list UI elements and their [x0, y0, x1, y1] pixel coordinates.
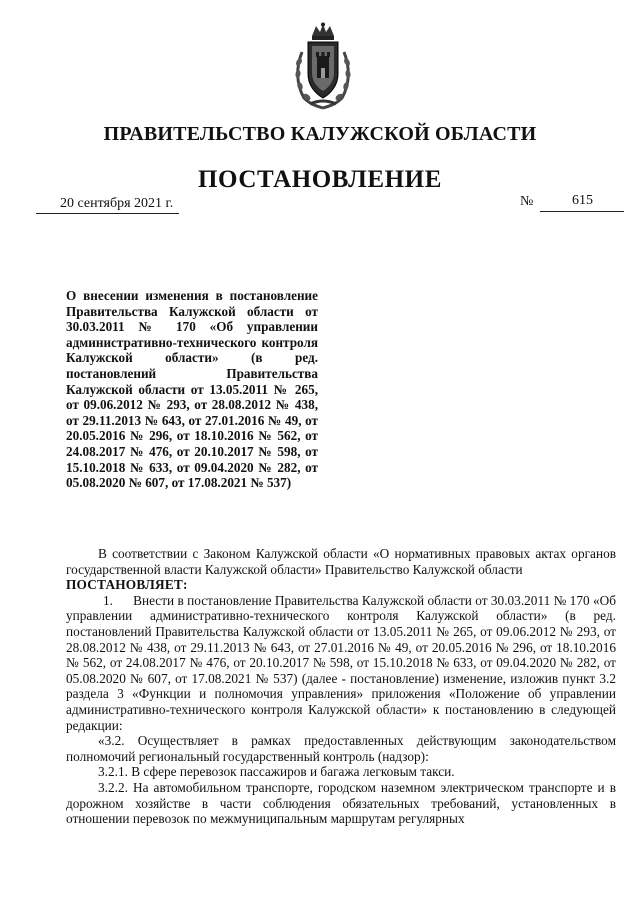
item-1-text: Внести в постановление Правительства Калужской области от 30.03.2011 № 170 «Об управлении административно-технического контроля Калужской области» (в ред. постановлений Правительства Калужской области от 13.05.2011 № 265, от 09.06.2012 № 293, от 28.08.2012 № 438, от 29.11.2013 № 643, от 27.01.2016 № 49, от 20.05.2016 № 296, от 18.10.2016 № 562, от 24.08.2017 № 476, от 20.10.2017 № 598, от 15.10.2018 № 633, от 09.04.2020 № 282, от 05.08.2020 № 607, от 17.08.2021 № 537) (далее - постановление) изменение, изложив пункт 3.2 раздела 3 «Функции и полномочия управления» приложения «Положение об управлении административно-технического контроля Калужской области» к постановлению в следующей редакции: — [66, 592, 616, 733]
document-subject: О внесении изменения в постановление Правительства Калужской области от 30.03.2011 № 170 «Об управлении административно-технического контроля Калужской области» (в ред. постановлений Правительства Калужской области от 13.05.2011 № 265, от 09.06.2012 № 293, от 28.08.2012 № 438, от 29.11.2013 № 643, от 27.01.2016 № 49, от 20.05.2016 № 296, от 18.10.2016 № 562, от 24.08.2017 № 476, от 20.10.2017 № 598, от 15.10.2018 № 633, от 09.04.2020 № 282, от 05.08.2020 № 607, от 17.08.2021 № 537) — [66, 288, 318, 491]
clause-3-2-2-paragraph: 3.2.2. На автомобильном транспорте, городском наземном электрическом транспорте и в дорожном хозяйстве в части соблюдения обязательных требований, установленных в отношении перевозок по межмуниципальным маршрутам регулярных — [66, 779, 616, 827]
number-underline — [540, 211, 624, 212]
item-1-number: 1. — [103, 592, 113, 608]
resolves-keyword: ПОСТАНОВЛЯЕТ: — [66, 577, 188, 593]
number-value: 615 — [572, 193, 593, 208]
clause-3-2-paragraph: «3.2. Осуществляет в рамках предоставленных действующим законодательством полномочий региональный государственный контроль (надзор): — [66, 733, 616, 764]
organization-title: ПРАВИТЕЛЬСТВО КАЛУЖСКОЙ ОБЛАСТИ — [103, 123, 537, 145]
date-value: 20 сентября 2021 г. — [60, 196, 174, 211]
document-body — [66, 546, 616, 827]
preamble-paragraph: В соответствии с Законом Калужской области «О нормативных правовых актах органов государственной власти Калужской области» Правительство Калужской области — [66, 546, 616, 577]
number-symbol: № — [520, 194, 534, 209]
item-1-paragraph — [66, 593, 616, 733]
clause-3-2-1-paragraph: 3.2.1. В сфере перевозок пассажиров и багажа легковым такси. — [98, 764, 455, 780]
coat-of-arms-icon — [290, 22, 356, 110]
date-underline — [36, 213, 179, 214]
document-type-title: ПОСТАНОВЛЕНИЕ — [197, 166, 443, 193]
